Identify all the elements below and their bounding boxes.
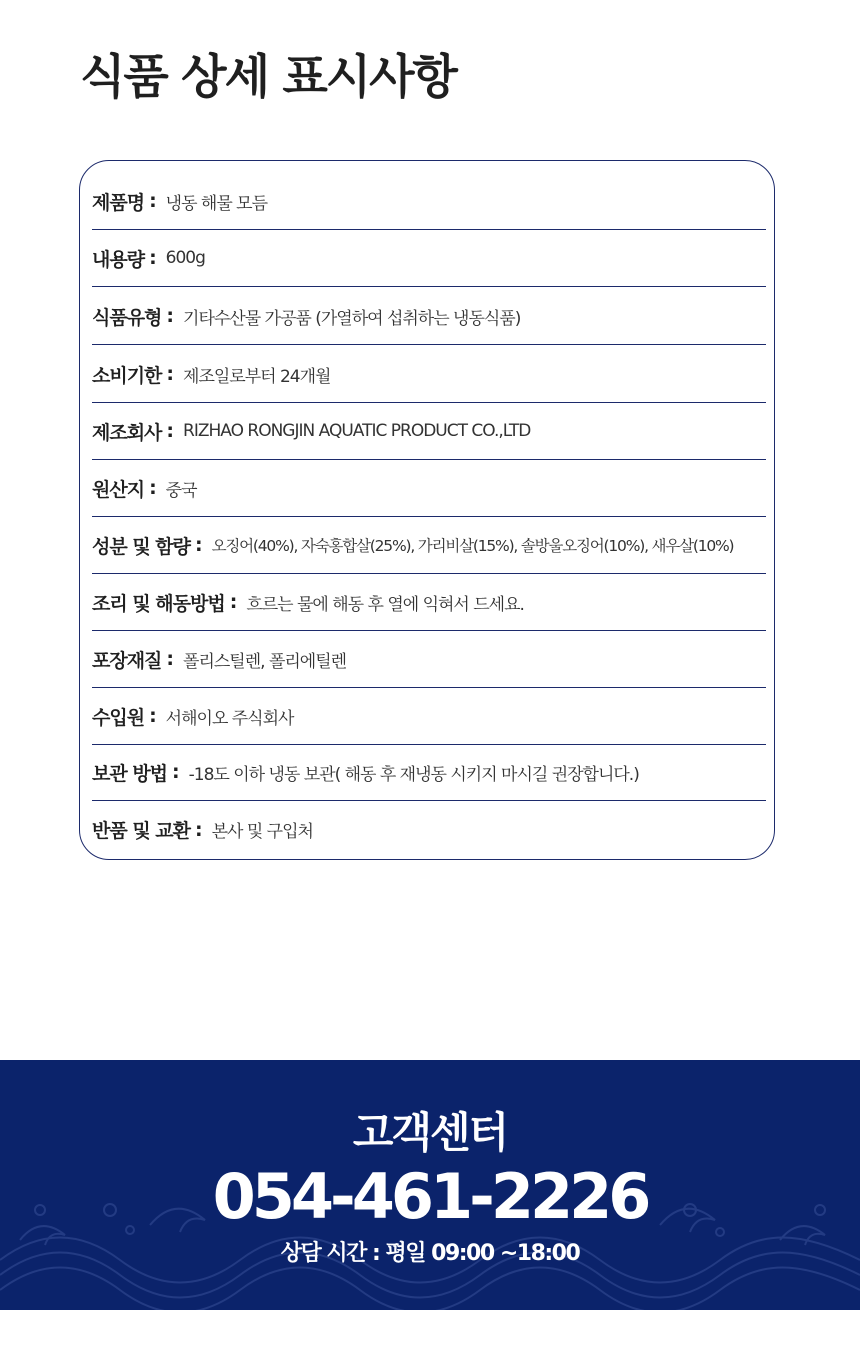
info-row-cooking — [92, 574, 766, 631]
info-row-returns — [92, 801, 766, 858]
row-value: 제조일로부터 24개월 — [183, 366, 331, 387]
row-label: 제조회사 — [92, 421, 162, 444]
info-row-food-type — [92, 288, 766, 345]
row-value: 서해이오 주식회사 — [165, 708, 294, 729]
info-row-origin — [92, 460, 766, 517]
row-label: 식품유형 — [92, 306, 162, 329]
row-label: 포장재질 — [92, 649, 162, 672]
row-value: 냉동 해물 모듬 — [165, 193, 268, 214]
row-colon: : — [149, 247, 157, 269]
row-label: 내용량 — [92, 248, 145, 271]
row-colon: : — [166, 648, 175, 670]
row-colon: : — [149, 190, 157, 212]
info-row-packaging — [92, 631, 766, 688]
row-label: 조리 및 해동방법 — [92, 592, 225, 615]
row-value: RIZHAO RONGJIN AQUATIC PRODUCT CO.,LTD — [183, 421, 531, 441]
row-colon: : — [166, 305, 175, 327]
row-label: 보관 방법 — [92, 762, 168, 785]
row-value: 600g — [165, 248, 205, 268]
row-value: 본사 및 구입처 — [211, 822, 313, 842]
info-row-net-weight — [92, 230, 766, 287]
customer-center-title: 고객센터 — [352, 1108, 508, 1157]
row-label: 제품명 — [92, 191, 145, 214]
info-row-expiry — [92, 346, 766, 403]
row-value: 기타수산물 가공품 (가열하여 섭취하는 냉동식품) — [183, 308, 521, 329]
row-label: 성분 및 함량 — [92, 535, 190, 558]
row-colon: : — [195, 818, 203, 841]
page-title: 식품 상세 표시사항 — [80, 50, 456, 105]
row-value: 폴리스틸렌, 폴리에틸렌 — [183, 651, 347, 672]
row-label: 수입원 — [92, 706, 145, 729]
row-colon: : — [149, 477, 157, 499]
row-value: 오징어(40%), 자숙홍합살(25%), 가리비살(15%), 솔방울오징어(10%), 새우살(10%) — [211, 537, 734, 555]
row-colon: : — [149, 705, 157, 727]
row-value: 중국 — [165, 480, 197, 501]
info-row-importer — [92, 688, 766, 745]
row-colon: : — [195, 534, 203, 556]
row-colon: : — [166, 363, 175, 385]
info-row-storage — [92, 744, 766, 801]
product-info-box — [79, 160, 775, 860]
row-label: 원산지 — [92, 478, 145, 501]
consultation-hours: 상담 시간 : 평일 09:00 ~18:00 — [280, 1241, 580, 1266]
info-row-manufacturer — [92, 403, 766, 460]
row-colon: : — [172, 761, 180, 783]
info-row-product-name — [92, 173, 766, 230]
row-colon: : — [166, 420, 175, 442]
row-label: 소비기한 — [92, 364, 162, 387]
row-value: 흐르는 물에 해동 후 열에 익혀서 드세요. — [246, 594, 524, 615]
row-value: -18도 이하 냉동 보관( 해동 후 재냉동 시키지 마시길 권장합니다.) — [188, 764, 639, 785]
customer-center-phone[interactable]: 054-461-2226 — [212, 1160, 648, 1233]
info-row-ingredients — [92, 517, 766, 574]
customer-center-banner — [0, 1060, 860, 1310]
row-label: 반품 및 교환 — [92, 820, 190, 842]
row-colon: : — [229, 591, 238, 613]
